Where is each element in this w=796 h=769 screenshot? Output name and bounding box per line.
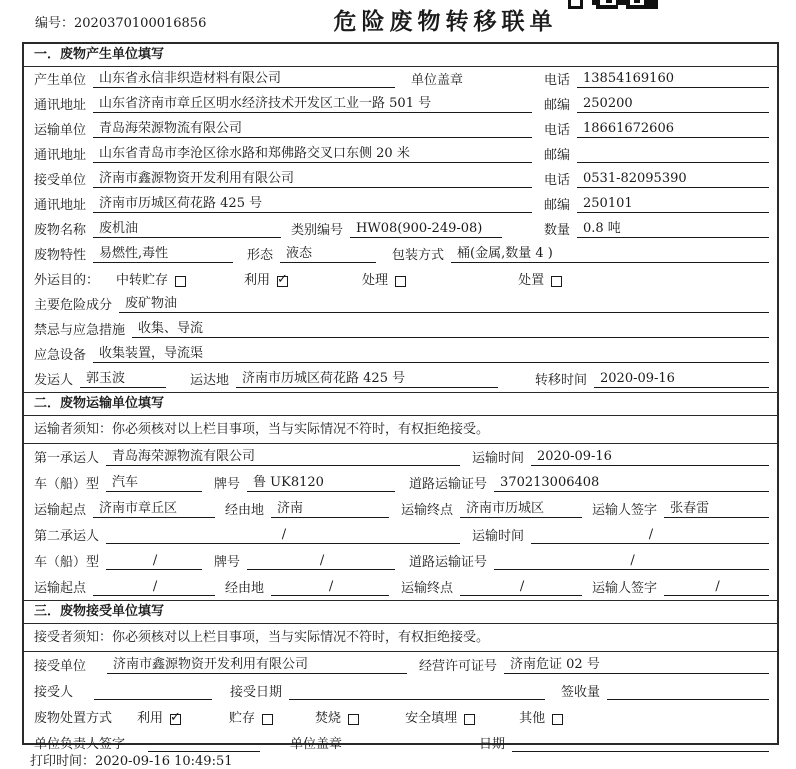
page-title: 危险废物转移联单 — [333, 9, 558, 35]
plate-number-label: 牌号 — [214, 477, 241, 492]
transport-unit-label: 运输单位 — [34, 123, 87, 138]
phone-value: 18661672606 — [577, 121, 769, 138]
outbound-purpose-label: 外运目的： — [34, 273, 100, 288]
option-utilize — [137, 707, 181, 726]
section-producer-title: 一．废物产生单位填写 — [24, 44, 777, 67]
transport-time-label: 运输时间 — [471, 451, 524, 466]
phone-value: 0531-82095390 — [577, 171, 769, 188]
form-state-label: 形态 — [247, 248, 274, 263]
terminus-label: 运输终点 — [401, 581, 454, 596]
row-producer-unit — [24, 67, 777, 92]
option-other — [519, 707, 563, 726]
vehicle-type-label: 车（船）型 — [34, 555, 100, 570]
category-code-label: 类别编号 — [291, 223, 344, 238]
row-outbound-purpose — [24, 267, 777, 292]
option-label: 利用 — [244, 273, 271, 288]
phone-label: 电话 — [543, 173, 570, 188]
packaging-value: 桶(金属,数量 4 ) — [451, 242, 769, 263]
receive-date-label: 接受日期 — [230, 685, 283, 700]
option-utilize — [244, 269, 288, 288]
emergency-equipment-value: 收集装置，导流渠 — [93, 342, 769, 363]
transport-time-label: 运输时间 — [471, 529, 524, 544]
phone-label: 电话 — [543, 123, 570, 138]
origin-value: 济南市章丘区 — [93, 497, 215, 518]
origin-value: / — [93, 579, 215, 596]
license-number-label: 经营许可证号 — [419, 659, 498, 674]
road-permit-label: 道路运输证号 — [409, 555, 488, 570]
receiving-unit-value: 济南市鑫源物资开发利用有限公司 — [107, 653, 407, 674]
receiver-unit-label: 接受单位 — [34, 173, 87, 188]
row-receiver-address — [24, 192, 777, 217]
form-state-value: 液态 — [280, 242, 376, 263]
carrier-signature-value: 张春雷 — [664, 497, 769, 518]
waste-name-value: 废机油 — [93, 217, 281, 238]
print-time — [30, 750, 233, 769]
print-time-value: 2020-09-16 10:49:51 — [95, 754, 233, 769]
row-shipper — [24, 367, 777, 392]
checkbox-icon — [551, 276, 562, 287]
row-route-1 — [24, 496, 777, 522]
waste-properties-label: 废物特性 — [34, 248, 87, 263]
quantity-label: 数量 — [543, 223, 570, 238]
packaging-label: 包装方式 — [392, 248, 445, 263]
option-label: 利用 — [137, 711, 164, 726]
destination-value: 济南市历城区荷花路 425 号 — [236, 367, 498, 388]
receiver-person-value — [94, 698, 212, 700]
checkbox-icon — [170, 714, 181, 725]
row-disposal-method — [24, 704, 777, 730]
row-transport-address — [24, 142, 777, 167]
postcode-value: 250101 — [577, 196, 769, 213]
postcode-value — [577, 161, 769, 163]
phone-label: 电话 — [543, 73, 570, 88]
checkbox-icon — [395, 276, 406, 287]
road-permit-label: 道路运输证号 — [409, 477, 488, 492]
row-vehicle-type-2 — [24, 548, 777, 574]
plate-number-label: 牌号 — [214, 555, 241, 570]
option-label: 处理 — [362, 273, 389, 288]
option-label: 安全填埋 — [405, 711, 458, 726]
print-time-label: 打印时间： — [30, 754, 96, 769]
plate-number-value: 鲁 UK8120 — [247, 471, 395, 492]
receive-date-value — [289, 698, 545, 700]
terminus-label: 运输终点 — [401, 503, 454, 518]
option-label: 焚烧 — [315, 711, 342, 726]
option-label: 贮存 — [229, 711, 256, 726]
receiver-person-label: 接受人 — [34, 685, 74, 700]
address-label: 通讯地址 — [34, 98, 87, 113]
origin-label: 运输起点 — [34, 503, 87, 518]
postcode-label: 邮编 — [543, 148, 570, 163]
producer-unit-value: 山东省永信非织造材料有限公司 — [93, 67, 395, 88]
road-permit-value: 370213006408 — [494, 475, 769, 492]
via-label: 经由地 — [225, 503, 265, 518]
row-emergency-equipment — [24, 342, 777, 367]
option-storage — [229, 707, 273, 726]
row-receiving-unit — [24, 652, 777, 678]
checkbox-icon — [262, 714, 273, 725]
date-value — [512, 750, 769, 752]
via-label: 经由地 — [225, 581, 265, 596]
postcode-value: 250200 — [577, 96, 769, 113]
terminus-value: 济南市历城区 — [460, 497, 582, 518]
main-hazard-label: 主要危险成分 — [34, 298, 113, 313]
origin-label: 运输起点 — [34, 581, 87, 596]
postcode-label: 邮编 — [543, 198, 570, 213]
section-transporter-title: 二．废物运输单位填写 — [24, 392, 777, 416]
address-label: 通讯地址 — [34, 198, 87, 213]
vehicle-type-value: 汽车 — [106, 471, 202, 492]
manifest-form — [22, 42, 779, 752]
date-label: 日期 — [479, 737, 506, 752]
option-label: 其他 — [519, 711, 546, 726]
phone-value: 13854169160 — [577, 71, 769, 88]
emergency-measures-label: 禁忌与应急措施 — [34, 323, 126, 338]
row-vehicle-type-1 — [24, 470, 777, 496]
first-carrier-label: 第一承运人 — [34, 451, 100, 466]
address-value: 济南市历城区荷花路 425 号 — [93, 192, 532, 213]
transport-time-value: 2020-09-16 — [531, 449, 769, 466]
option-dispose — [518, 269, 562, 288]
section-transporter — [24, 392, 777, 600]
vehicle-type-value: / — [106, 553, 202, 570]
received-quantity-label: 签收量 — [560, 685, 600, 700]
option-treat — [362, 269, 406, 288]
shipper-label: 发运人 — [34, 373, 74, 388]
transporter-notice: 运输者须知：你必须核对以上栏目事项，当与实际情况不符时，有权拒绝接受。 — [24, 416, 777, 444]
road-permit-value: / — [494, 553, 769, 570]
section-receiver — [24, 600, 777, 756]
plate-number-value: / — [247, 553, 395, 570]
waste-properties-value: 易燃性,毒性 — [93, 242, 233, 263]
row-emergency-measures — [24, 317, 777, 342]
checkbox-icon — [277, 276, 288, 287]
option-label: 处置 — [518, 273, 545, 288]
serial-label: 编号： — [35, 16, 75, 31]
postcode-label: 邮编 — [543, 98, 570, 113]
responsible-signature-label: 单位负责人签字 — [34, 737, 126, 752]
address-label: 通讯地址 — [34, 148, 87, 163]
second-carrier-label: 第二承运人 — [34, 529, 100, 544]
row-route-2 — [24, 574, 777, 600]
unit-seal-label: 单位盖章 — [411, 73, 464, 88]
row-receiver-unit — [24, 167, 777, 192]
carrier-signature-label: 运输人签字 — [592, 581, 658, 596]
emergency-equipment-label: 应急设备 — [34, 348, 87, 363]
option-transfer-storage — [116, 269, 186, 288]
transfer-time-value: 2020-09-16 — [594, 371, 769, 388]
carrier-signature-label: 运输人签字 — [592, 503, 658, 518]
checkbox-icon — [175, 276, 186, 287]
receiver-notice: 接受者须知：你必须核对以上栏目事项，当与实际情况不符时，有权拒绝接受。 — [24, 624, 777, 652]
producer-unit-label: 产生单位 — [34, 73, 87, 88]
second-carrier-value: / — [106, 527, 460, 544]
row-waste-name — [24, 217, 777, 242]
row-waste-properties — [24, 242, 777, 267]
via-value: / — [271, 579, 389, 596]
section-producer — [24, 44, 777, 392]
qr-code-fragment — [568, 0, 660, 10]
row-first-carrier — [24, 444, 777, 470]
option-landfill — [405, 707, 475, 726]
checkbox-icon — [464, 714, 475, 725]
option-incineration — [315, 707, 359, 726]
checkbox-icon — [348, 714, 359, 725]
first-carrier-value: 青岛海荣源物流有限公司 — [106, 445, 460, 466]
row-receiver-person — [24, 678, 777, 704]
transport-time-value: / — [531, 527, 769, 544]
serial-value: 2020370100016856 — [74, 16, 207, 31]
unit-seal-label: 单位盖章 — [290, 737, 343, 752]
transfer-time-label: 转移时间 — [534, 373, 587, 388]
destination-label: 运达地 — [190, 373, 230, 388]
shipper-value: 郭玉波 — [80, 367, 166, 388]
waste-name-label: 废物名称 — [34, 223, 87, 238]
receiver-unit-value: 济南市鑫源物资开发利用有限公司 — [93, 167, 532, 188]
main-hazard-value: 废矿物油 — [119, 292, 769, 313]
transport-unit-value: 青岛海荣源物流有限公司 — [93, 117, 532, 138]
quantity-value: 0.8 吨 — [577, 217, 769, 238]
section-receiver-title: 三．废物接受单位填写 — [24, 600, 777, 624]
via-value: 济南 — [271, 497, 389, 518]
category-code-value: HW08(900-249-08) — [350, 221, 502, 238]
address-value: 山东省青岛市李沧区徐水路和郑佛路交叉口东侧 20 米 — [93, 142, 532, 163]
checkbox-icon — [552, 714, 563, 725]
row-main-hazard — [24, 292, 777, 317]
row-producer-address — [24, 92, 777, 117]
row-transport-unit — [24, 117, 777, 142]
disposal-method-label: 废物处置方式 — [34, 711, 113, 726]
received-quantity-value — [607, 698, 769, 700]
vehicle-type-label: 车（船）型 — [34, 477, 100, 492]
license-number-value: 济南危证 02 号 — [504, 653, 769, 674]
carrier-signature-value: / — [664, 579, 769, 596]
receiving-unit-label: 接受单位 — [34, 659, 87, 674]
terminus-value: / — [460, 579, 582, 596]
address-value: 山东省济南市章丘区明水经济技术开发区工业一路 501 号 — [93, 92, 532, 113]
row-second-carrier — [24, 522, 777, 548]
emergency-measures-value: 收集、导流 — [132, 317, 769, 338]
option-label: 中转贮存 — [116, 273, 169, 288]
